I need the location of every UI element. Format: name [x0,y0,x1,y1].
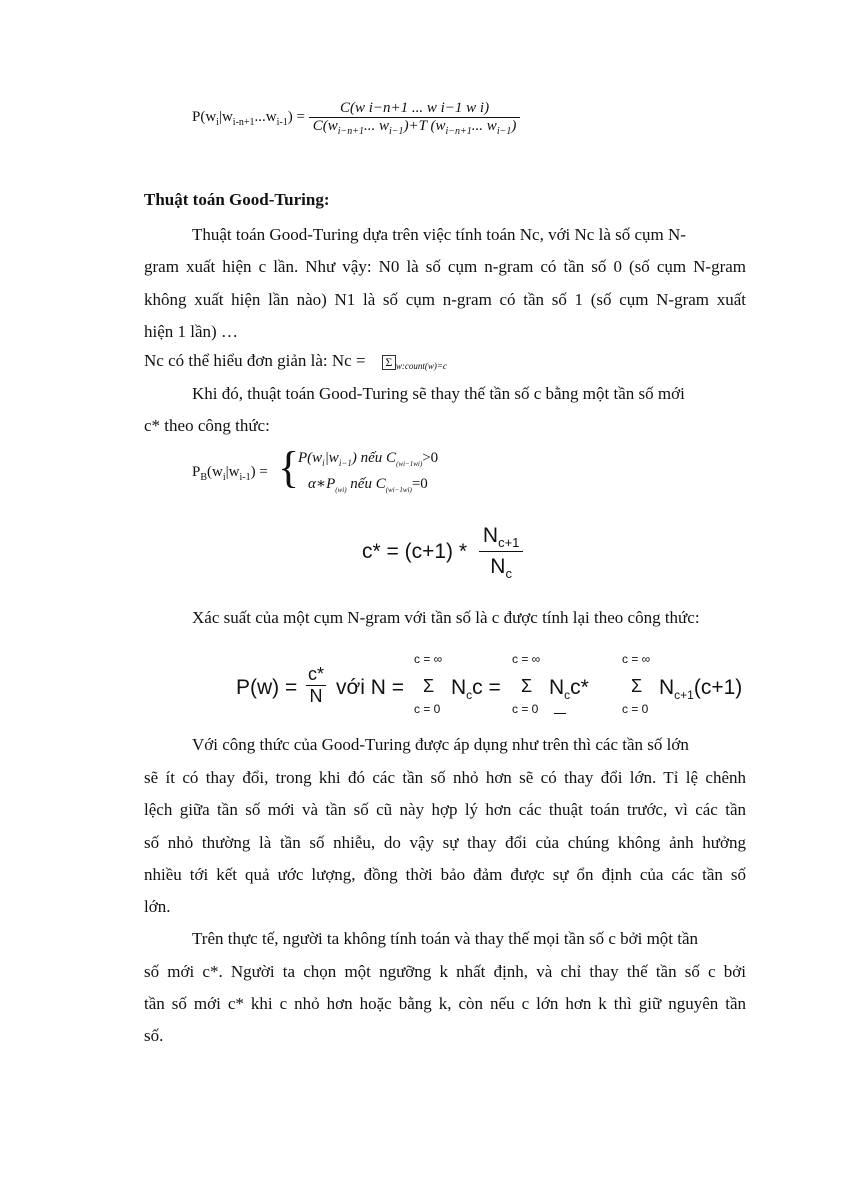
formula-backoff-denominator: $C(w_{i-n+1}$... $w_{i-1})+T$ ($w_{i-n+1}$... $w_{i-1}$) [312,118,517,137]
para1-line2: gram xuất hiện c lần. Như vậy: N0 là số cụm n-gram có tần số 0 (số cụm N-gram [144,257,746,276]
nc-sum-subscript: w:count(w)=c [395,361,447,371]
formula-cstar-denominator: $N_c$ [490,555,512,582]
formula-cstar [362,524,523,582]
para2-line1: Khi đó, thuật toán Good-Turing sẽ thay thế tần số c bằng một tần số mới [192,384,685,403]
formula-pw [236,650,756,720]
para4-line1: Với công thức của Good-Turing được áp dụng như trên thì các tần số lớn [192,735,689,754]
para4-line6: lớn. [144,897,171,916]
formula-pb-brace: { [278,443,300,492]
term2: $N_cc*$ [549,676,589,703]
formula-pw-underline [554,713,566,714]
formula-backoff [192,100,520,135]
formula-cstar-lhs: c* = (c+1) * [362,539,468,563]
term3: $N_{c+1}(c+1)$ [659,676,743,703]
para5-line4: số. [144,1026,164,1045]
sum3-top: c = ∞ [622,652,651,666]
para4-line5: nhiều tới kết quả ước lượng, đồng thời bảo đảm được sự ổn định của các tần số [144,865,746,884]
formula-pb-lhs: $P_B(w_i|w_{i-1})$ = [192,464,268,483]
formula-cstar-numerator: $N_{c+1}$ [479,524,524,552]
sum1-sigma: Σ [423,676,435,696]
para4-line3: lệch giữa tần số mới và tần số cũ này hợp lý hơn các thuật toán trước, vì các tần [144,800,746,819]
para2-line2: c* theo công thức: [144,416,270,435]
formula-pw-fraction [306,664,326,707]
sum1-top: c = ∞ [414,652,443,666]
para4-line4: số nhỏ thường là tần số nhiễu, do vậy sự thay đổi của chúng không ảnh hưởng [144,833,746,852]
para3: Xác suất của một cụm N-gram với tần số là c được tính lại theo công thức: [192,608,700,627]
sum2-bottom: c = 0 [512,702,539,716]
formula-pw-frac-den: N [309,686,323,706]
nc-line-text: Nc có thể hiểu đơn giản là: Nc = [144,351,366,370]
formula-backoff-lhs: $P(w_i|w_{i-n+1}...w_{i-1})$ = [192,109,305,128]
sum1-bottom: c = 0 [414,702,441,716]
para5-line3: tần số mới c* khi c nhỏ hơn hoặc bằng k, còn nếu c lớn hơn k thì giữ nguyên tần [144,994,746,1013]
para1-line4: hiện 1 lần) … [144,322,238,341]
formula-backoff-fraction [309,100,521,135]
formula-pw-frac-num: c* [308,664,325,684]
formula-pw-lhs: P(w) = [236,676,298,699]
nc-sigma-box: Σ [382,355,396,370]
formula-pb-case1: $P(w_i|w_{i-1})$ nếu $C_{(wi-1wi)}>0$ [298,450,439,468]
para1-line3: không xuất hiện lần nào) N1 là số cụm n-gram có tần số 1 (số cụm N-gram xuất [144,290,746,309]
nc-line [144,351,447,376]
term1: $N_cc$ = [451,676,501,703]
sum3-bottom: c = 0 [622,702,649,716]
para5-line2: số mới c*. Người ta chọn một ngưỡng k nhất định, và chỉ thay thế tần số c bởi [144,962,746,981]
para5-line1: Trên thực tế, người ta không tính toán và thay thế mọi tần số c bởi một tần [192,929,699,948]
formula-pw-with-n: với N = [336,676,405,699]
section-title: Thuật toán Good-Turing: [144,190,330,209]
formula-pb-case2: $\alpha∗P_{(wi)}$ nếu $C_{(wi-1wi)}=0$ [308,476,428,494]
sum2-top: c = ∞ [512,652,541,666]
formula-cstar-fraction [479,524,524,582]
para1-line1: Thuật toán Good-Turing dựa trên việc tính toán Nc, với Nc là số cụm N- [192,225,686,244]
formula-backoff-numerator: C(w i−n+1 ... w i−1 w i) [309,100,521,118]
sum2-sigma: Σ [521,676,533,696]
sum3-sigma: Σ [631,676,643,696]
para4-line2: sẽ ít có thay đổi, trong khi đó các tần số nhỏ hơn sẽ có thay đổi lớn. Tỉ lệ chênh [144,768,746,787]
